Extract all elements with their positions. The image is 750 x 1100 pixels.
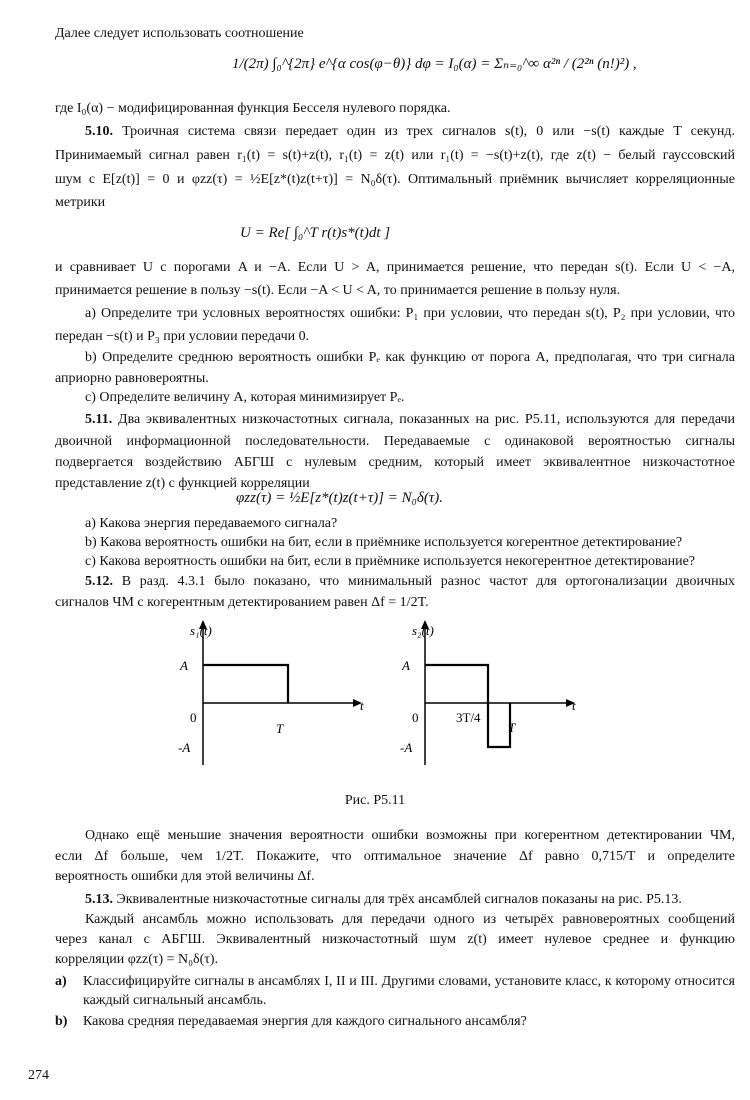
problem-5-12-line-1: 5.12. В разд. 4.3.1 было показано, что минимальный разнос частот для ортогонализации двоичных: [85, 574, 735, 589]
problem-5-11-line-3: подвергается воздействию АБГШ с нулевым средним, который имеет эквивалентное низкочастотное: [55, 455, 735, 470]
problem-5-10-qb-1: b) Определите среднюю вероятность ошибки Pₑ как функцию от порога A, предполагая, что три сигнала: [85, 350, 735, 365]
problem-number: 5.11.: [85, 412, 113, 427]
problem-5-11-qa: a) Какова энергия передаваемого сигнала?: [85, 516, 338, 531]
intro-line: Далее следует использовать соотношение: [55, 26, 304, 41]
list-text: Какова средняя передаваемая энергия для каждого сигнального ансамбля?: [83, 1014, 527, 1029]
s2-axis-label: s₂(t): [412, 623, 434, 638]
problem-5-13-line-4: корреляции φzz(τ) = N₀δ(τ).: [55, 952, 219, 967]
problem-5-10-qa-1: a) Определите три условных вероятностях ошибки: P₁ при условии, что передан s(t), P₂ при условии, что: [85, 306, 735, 321]
formula-correlation: φzz(τ) = ½E[z*(t)z(t+τ)] = N₀δ(τ).: [236, 490, 443, 506]
problem-5-10-line-4: метрики: [55, 195, 106, 210]
formula-metric: U = Re[ ∫₀^T r(t)s*(t)dt ]: [240, 225, 391, 241]
problem-5-12-line-2: сигналов ЧМ с когерентным детектированием равен Δf = 1/2T.: [55, 595, 429, 610]
problem-number: 5.10.: [85, 124, 113, 139]
s2-tick-3T4: 3T/4: [456, 710, 481, 725]
problem-5-10-line-3: шум с E[z(t)] = 0 и φzz(τ) = ½E[z*(t)z(t+τ)] = N₀δ(τ). Оптимальный приёмник вычисляет корреляционные: [55, 172, 735, 187]
list-label: a): [55, 974, 67, 989]
problem-5-11-qb: b) Какова вероятность ошибки на бит, если в приёмнике используется когерентное детектирование?: [85, 535, 683, 550]
problem-5-13-line-2: Каждый ансамбль можно использовать для передачи одного из четырёх равновероятных сообщений: [85, 912, 735, 927]
page-number: 274: [28, 1068, 49, 1083]
problem-number: 5.13.: [85, 892, 113, 907]
plot-s2: [400, 620, 576, 765]
problem-5-13-line-1: 5.13. Эквивалентные низкочастотные сигналы для трёх ансамблей сигналов показаны на рис. P5.13.: [85, 892, 682, 907]
s1-level-A: A: [180, 658, 188, 673]
problem-5-10-line-6: принимается решение в пользу −s(t). Если −A < U < A, то принимается решение в пользу нуля.: [55, 283, 621, 298]
s2-tick-T: T: [508, 720, 516, 735]
problem-5-13-qa: [55, 972, 735, 1012]
problem-5-13-line-3: через канал с АБГШ. Эквивалентный низкочастотный шум z(t) имеет нулевое среднее и функцию: [55, 932, 735, 947]
list-label: b): [55, 1014, 68, 1029]
s1-time-axis: t: [360, 698, 364, 713]
problem-5-11-line-4: представление z(t) с функцией корреляции: [55, 476, 310, 491]
s1-zero: 0: [190, 710, 197, 725]
problem-5-10-line-2: Принимаемый сигнал равен r₁(t) = s(t)+z(t), r₁(t) = z(t) или r₁(t) = −s(t)+z(t), где z(t) − белый гауссовский: [55, 148, 735, 163]
problem-number: 5.12.: [85, 574, 113, 589]
s1-tick-T: T: [276, 721, 284, 736]
problem-5-12-line-5: вероятность ошибки для этой величины Δf.: [55, 869, 315, 884]
figure-p5-11: [170, 615, 590, 780]
problem-5-12-line-3: Однако ещё меньшие значения вероятности ошибки возможны при когерентном детектировании ЧМ,: [85, 828, 735, 843]
problem-5-10-qb-2: априорно равновероятны.: [55, 371, 209, 386]
formula-bessel: 1/(2π) ∫₀^{2π} e^{α cos(φ−θ)} dφ = I₀(α) = Σₙ₌₀^∞ α²ⁿ / (2²ⁿ (n!)²) ,: [232, 56, 637, 72]
problem-5-11-qc: c) Какова вероятность ошибки на бит, если в приёмнике используется некогерентное детектирование?: [85, 554, 696, 569]
figure-caption: Рис. P5.11: [344, 793, 406, 808]
problem-5-10-qa-2: передан −s(t) и P₃ при условии передачи 0.: [55, 329, 310, 344]
problem-5-12-line-4: если Δf больше, чем 1/2T. Покажите, что оптимальное значение Δf равно 0,715/T и определите: [55, 849, 735, 864]
s1-axis-label: s₁(t): [190, 623, 212, 638]
s2-zero: 0: [412, 710, 419, 725]
problem-5-10-qc: c) Определите величину A, которая минимизирует Pₑ.: [85, 390, 405, 405]
bessel-note: где I₀(α) − модифицированная функция Бесселя нулевого порядка.: [55, 101, 451, 116]
problem-5-11-line-2: двоичной информационной последовательности. Передаваемые с одинаковой вероятностью сигналы: [55, 434, 735, 449]
problem-5-13-qb: [55, 1012, 735, 1032]
plot-s1: [178, 620, 364, 765]
s1-level-minus-A: -A: [178, 740, 191, 755]
problem-5-11-line-1: 5.11. Два эквивалентных низкочастотных сигнала, показанных на рис. P5.11, используются для передачи: [85, 412, 735, 427]
s2-time-axis: t: [572, 698, 576, 713]
problem-5-10-line-1: 5.10. Троичная система связи передает один из трех сигналов s(t), 0 или −s(t) каждые T секунд.: [85, 124, 735, 139]
s2-level-minus-A: -A: [400, 740, 413, 755]
problem-5-10-line-5: и сравнивает U с порогами A и −A. Если U > A, принимается решение, что передан s(t). Если U < −A,: [55, 260, 735, 275]
s2-level-A: A: [402, 658, 410, 673]
list-text: Классифицируйте сигналы в ансамблях I, II и III. Другими словами, установите класс, к которому относится каждый сигнальный ансамбль.: [83, 974, 735, 1008]
